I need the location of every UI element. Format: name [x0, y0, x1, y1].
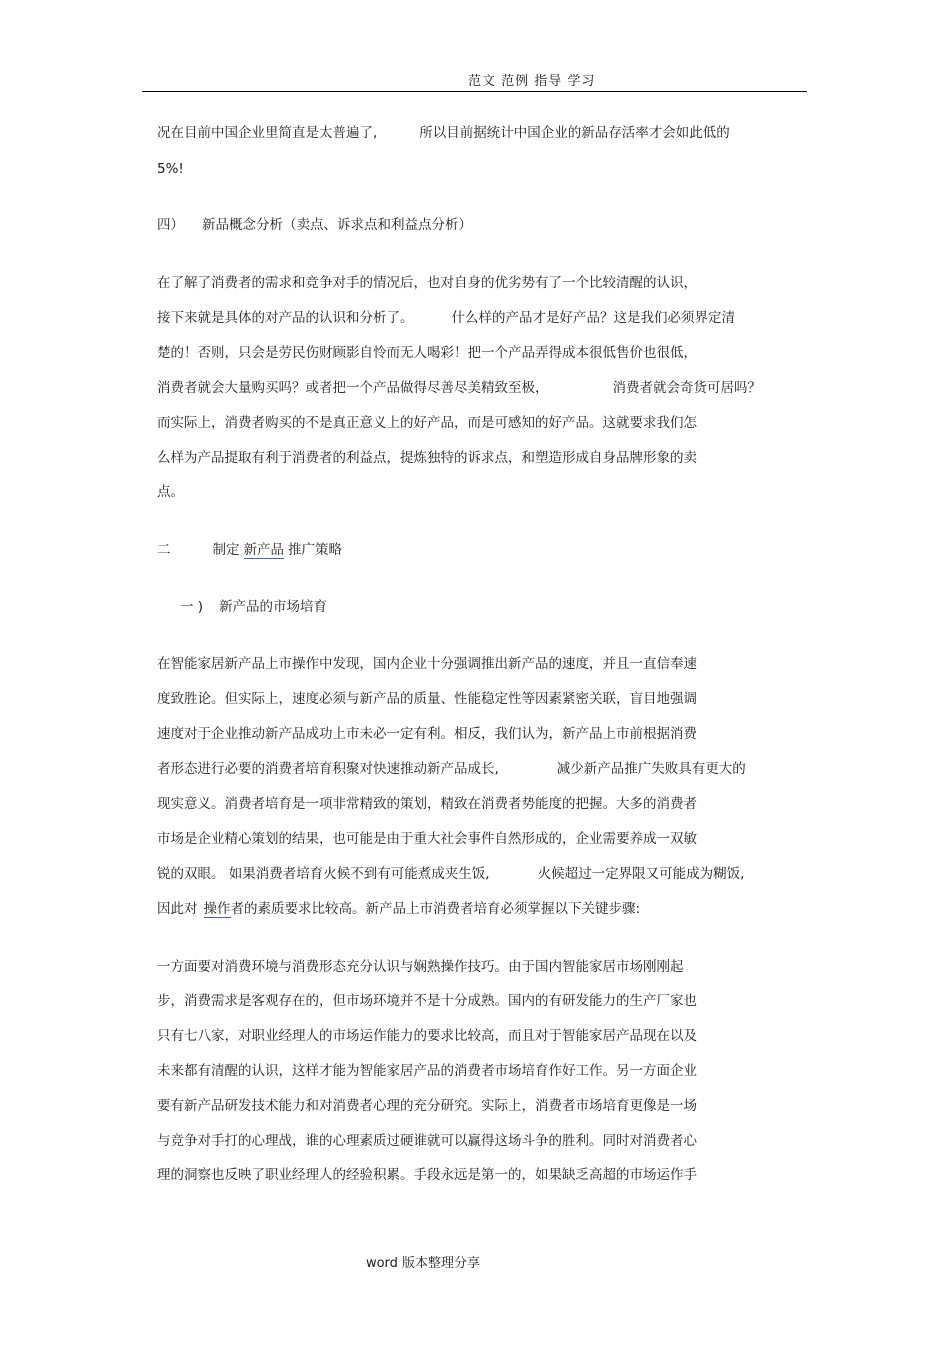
text-line: 与竞争对手打的心理战，谁的心理素质过硬谁就可以赢得这场斗争的胜利。同时对消费者心 [157, 1133, 697, 1149]
text-line: 现实意义。消费者培育是一项非常精致的策划，精致在消费者势能度的把握。大多的消费者 [157, 796, 697, 812]
text-line [157, 900, 640, 918]
inline-link[interactable]: 操作 [203, 901, 231, 917]
text-line: 一方面要对消费环境与消费形态充分认识与娴熟操作技巧。由于国内智能家居市场刚刚起 [157, 959, 684, 975]
header-divider [142, 91, 807, 92]
text-line: 在了解了消费者的需求和竞争对手的情况后，也对自身的优劣势有了一个比较清醒的认识， [157, 275, 697, 291]
text-line [157, 309, 735, 327]
heading-number: 四） [157, 217, 184, 233]
heading-title: 推广策略 [288, 542, 342, 558]
heading-title: 新产品的市场培育 [219, 599, 328, 615]
text-line: 理的洞察也反映了职业经理人的经验积累。手段永远是第一的，如果缺乏高超的市场运作手 [157, 1167, 697, 1183]
text-line [157, 124, 730, 142]
heading-number: 一 ) [180, 599, 204, 615]
header-text: 范文 范例 指导 学习 [468, 74, 596, 89]
text-segment: 接下来就是具体的对产品的认识和分析了。 [157, 310, 414, 326]
text-line: 度致胜论。但实际上，速度必须与新产品的质量、性能稳定性等因素紧密关联，盲目地强调 [157, 691, 697, 707]
text-line: 么样为产品提取有利于消费者的利益点，提炼独特的诉求点，和塑造形成自身品牌形象的卖 [157, 450, 697, 466]
text-line: 要有新产品研发技术能力和对消费者心理的充分研究。实际上，消费者市场培育更像是一场 [157, 1098, 697, 1114]
heading-link[interactable]: 新产品 [243, 542, 284, 558]
page-header [0, 70, 950, 90]
text-segment: 者形态进行必要的消费者培育积聚对快速推动新产品成长, [157, 761, 499, 777]
section-heading-4 [157, 216, 472, 234]
text-line: 5%! [157, 161, 184, 177]
text-line: 速度对于企业推动新产品成功上市未必一定有利。相反，我们认为，新产品上市前根据消费 [157, 726, 697, 742]
text-segment: 锐的双眼。 如果消费者培育火候不到有可能煮成夹生饭, [157, 866, 490, 882]
text-segment: 什么样的产品才是好产品？这是我们必须界定清 [451, 310, 735, 326]
text-segment: 消费者就会奇货可居吗？ [612, 380, 761, 396]
text-segment: 减少新产品推广失败具有更大的 [556, 761, 746, 777]
heading-title: 制定 [212, 542, 240, 558]
text-line: 在智能家居新产品上市操作中发现，国内企业十分强调推出新产品的速度，并且一直信奉速 [157, 656, 697, 672]
heading-number: 二 [157, 542, 171, 558]
text-segment: 消费者就会大量购买吗？或者把一个产品做得尽善尽美精致至极， [157, 380, 549, 396]
text-line: 而实际上，消费者购买的不是真正意义上的好产品，而是可感知的好产品。这就要求我们怎 [157, 415, 697, 431]
text-line [157, 760, 746, 778]
text-line: 步，消费需求是客观存在的，但市场环境并不是十分成熟。国内的有研发能力的生产厂家也 [157, 993, 697, 1009]
text-line: 市场是企业精心策划的结果，也可能是由于重大社会事件自然形成的，企业需要养成一双敏 [157, 831, 697, 847]
text-segment: 因此对 [157, 901, 198, 917]
text-segment: 所以目前据统计中国企业的新品存活率才会如此低的 [419, 125, 730, 141]
text-segment: 者的素质要求比较高。新产品上市消费者培育必须掌握以下关键步骤: [230, 901, 641, 917]
text-line [157, 379, 761, 397]
text-segment: 火候超过一定界限又可能成为糊饭, [537, 866, 745, 882]
footer-text: word 版本整理分享 [365, 1256, 481, 1271]
text-line: 楚的！否则，只会是劳民伤财顾影自怜而无人喝彩！把一个产品弄得成本很低售价也很低， [157, 345, 697, 361]
heading-title: 新品概念分析（卖点、诉求点和利益点分析） [202, 217, 472, 233]
text-line: 点。 [157, 484, 184, 500]
text-line [157, 865, 744, 883]
text-segment: 况在目前中国企业里简直是太普遍了, [157, 125, 378, 141]
section-heading-1 [180, 598, 327, 616]
text-line: 未来都有清醒的认识，这样才能为智能家居产品的消费者市场培育作好工作。另一方面企业 [157, 1063, 697, 1079]
page-footer [0, 1252, 950, 1271]
section-heading-2 [157, 541, 342, 559]
text-line: 只有七八家，对职业经理人的市场运作能力的要求比较高，而且对于智能家居产品现在以及 [157, 1028, 697, 1044]
